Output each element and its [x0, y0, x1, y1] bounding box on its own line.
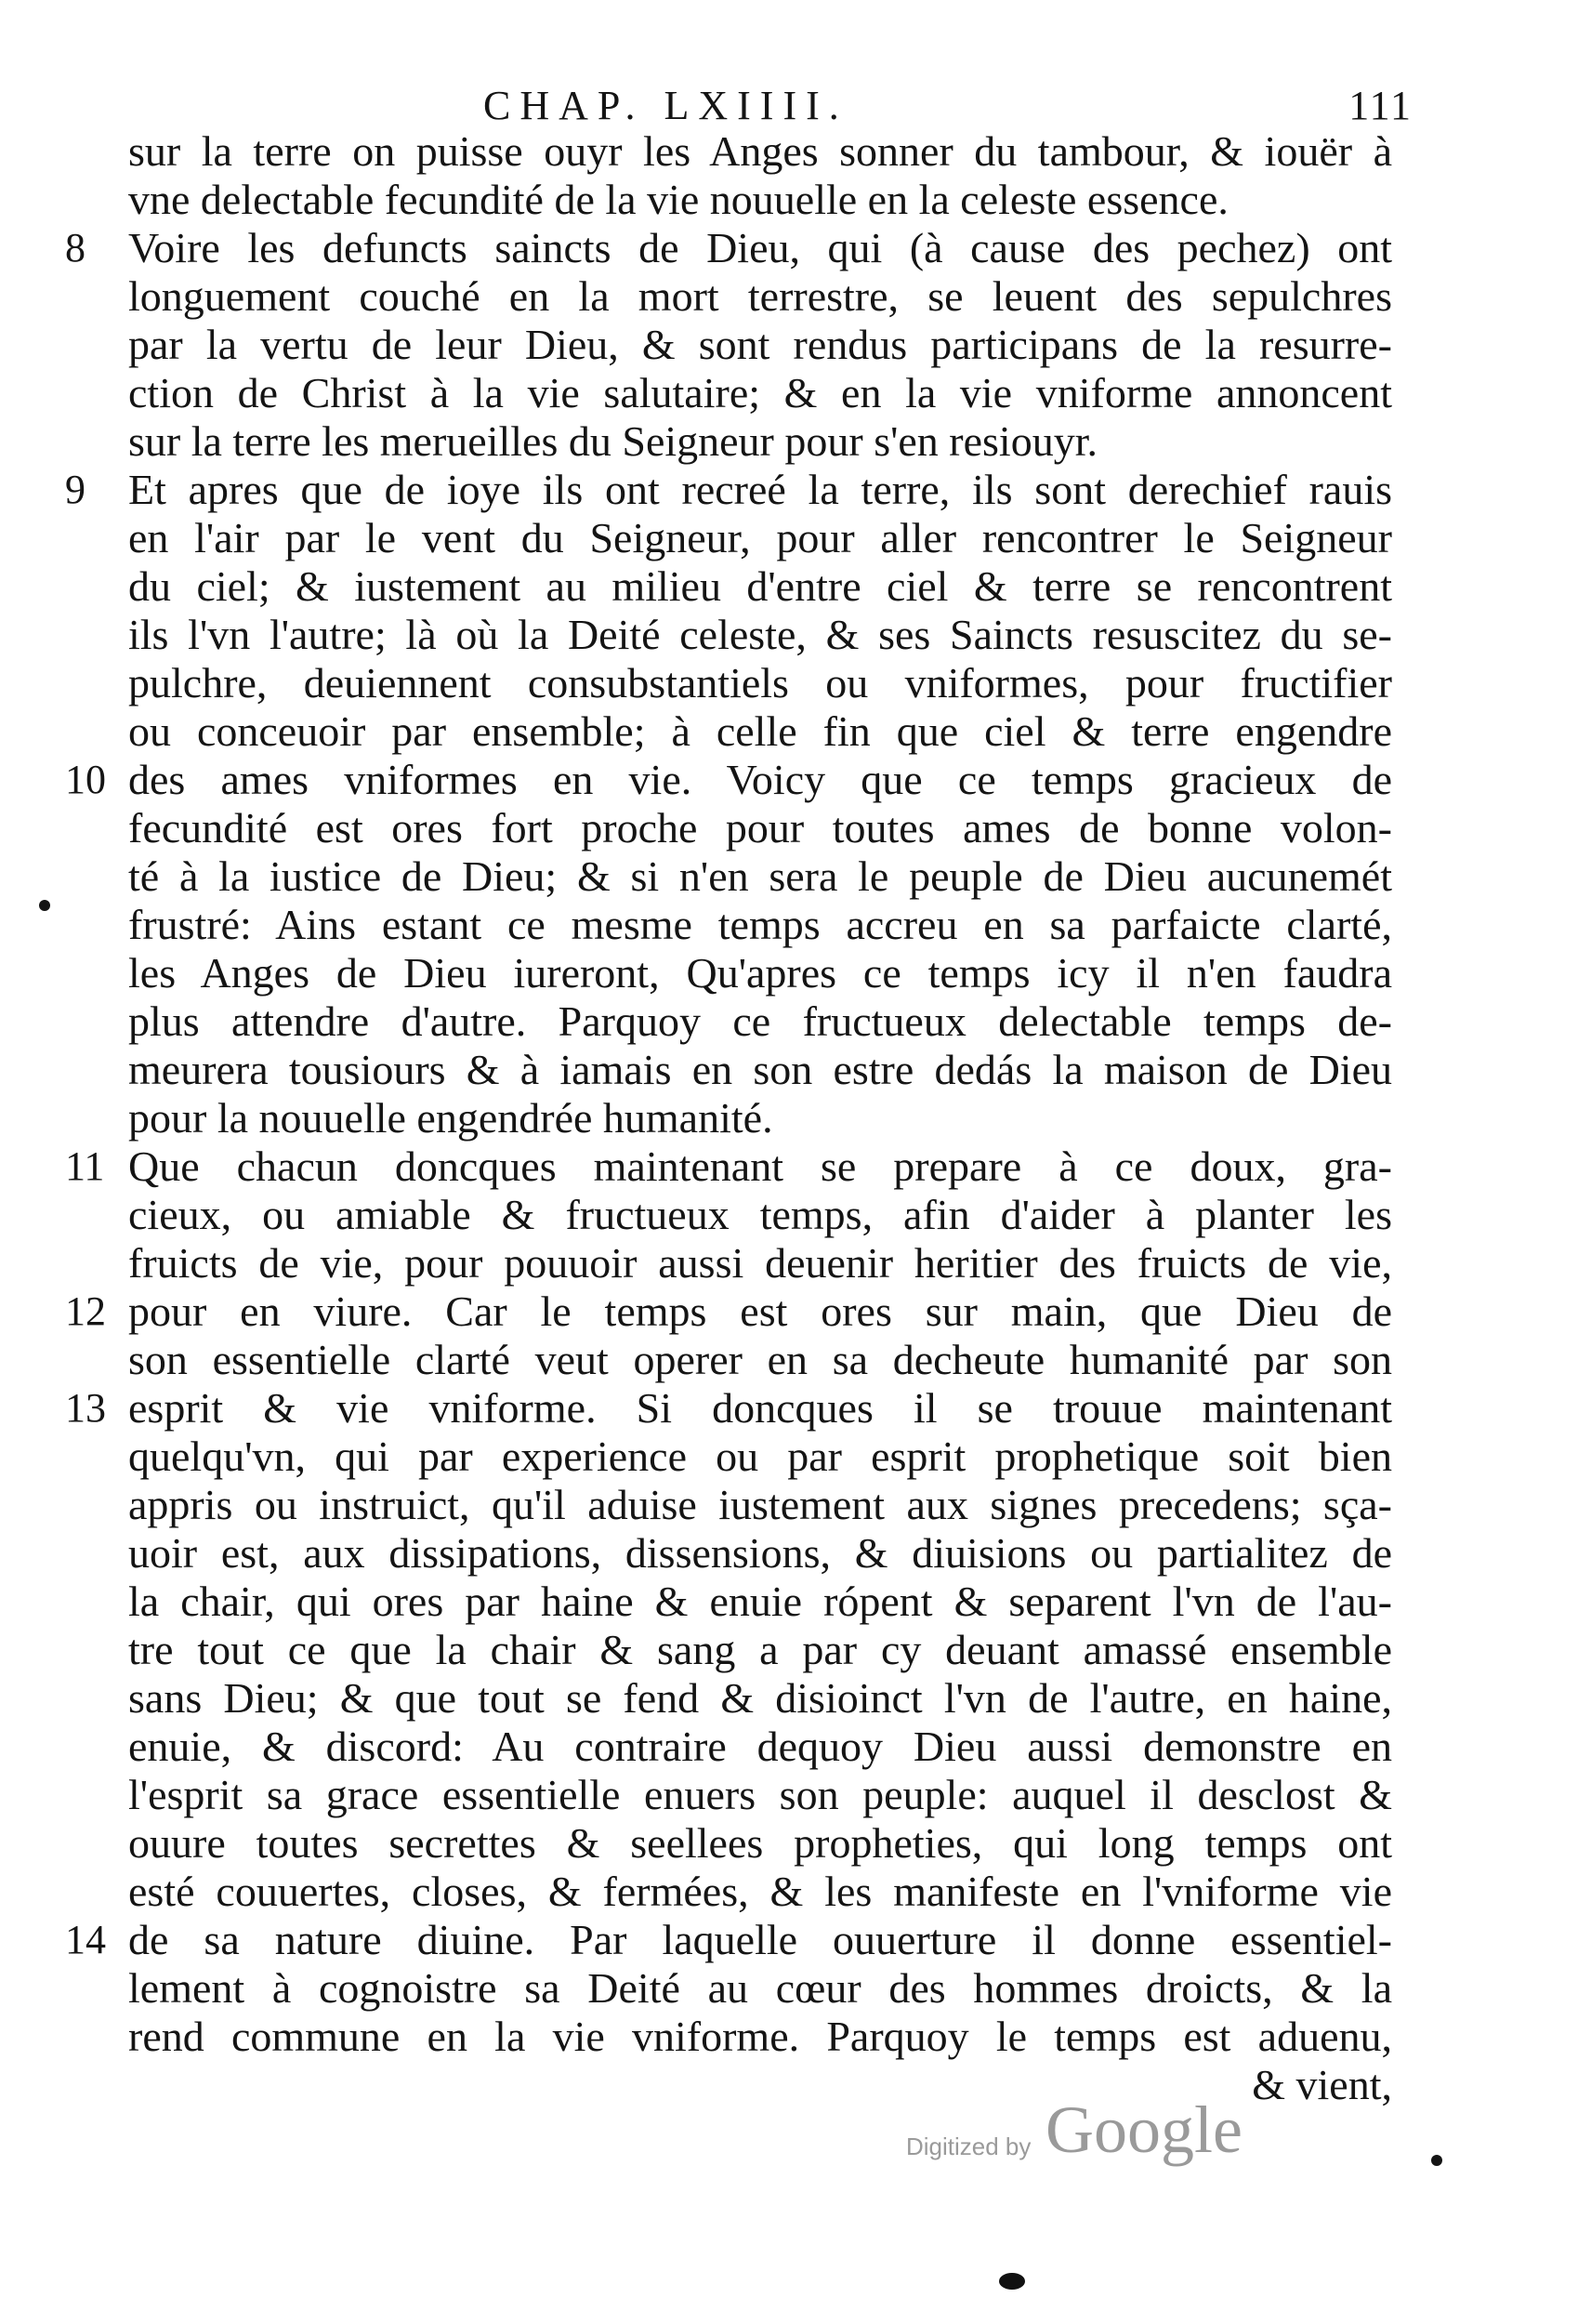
text-line: té à la iustice de Dieu; & si n'en sera le peuple de Dieu aucunemét [128, 852, 1392, 900]
text-line: rend commune en la vie vniforme. Parquoy le temps est aduenu, [128, 2013, 1392, 2060]
google-logo: Google [1045, 2093, 1243, 2167]
text-line: l'esprit sa grace essentielle enuers son peuple: auquel il desclost & [128, 1771, 1392, 1818]
text-line: ils l'vn l'autre; là où la Deité celeste, & ses Saincts resuscitez du se- [128, 611, 1392, 658]
text-line: par la vertu de leur Dieu, & sont rendus participans de la resurre- [128, 321, 1392, 368]
text-line: pulchre, deuiennent consubstantiels ou vniformes, pour fructifier [128, 659, 1392, 706]
digitization-watermark [906, 2092, 1259, 2175]
text-line: cieux, ou amiable & fructueux temps, afin d'aider à planter les [128, 1191, 1392, 1238]
text-line: pour la nouuelle engendrée humanité. [128, 1094, 773, 1142]
watermark-prefix: Digitized by [906, 2133, 1032, 2160]
verse-number: 8 [65, 225, 85, 271]
text-line: des ames vniformes en vie. Voicy que ce temps gracieux de [128, 756, 1392, 803]
text-line: sans Dieu; & que tout se fend & disioinct l'vn de l'autre, en haine, [128, 1674, 1392, 1722]
text-line: vne delectable fecundité de la vie nouuelle en la celeste essence. [128, 176, 1229, 223]
verse-number: 12 [65, 1288, 106, 1334]
text-line: sur la terre on puisse ouyr les Anges sonner du tambour, & iouër à [128, 127, 1392, 175]
text-line: quelqu'vn, qui par experience ou par esprit prophetique soit bien [128, 1433, 1392, 1480]
text-line: frustré: Ains estant ce mesme temps accreu en sa parfaicte clarté, [128, 901, 1392, 948]
text-line: fecundité est ores fort proche pour toutes ames de bonne volon- [128, 804, 1392, 852]
text-line: meurera tousiours & à iamais en son estre dedás la maison de Dieu [128, 1046, 1392, 1093]
folio-number: 111 [1348, 83, 1413, 128]
text-line: ction de Christ à la vie salutaire; & en la vie vniforme annoncent [128, 369, 1392, 416]
text-line: ou conceuoir par ensemble; à celle fin que ciel & terre engendre [128, 707, 1392, 755]
ink-blot [999, 2273, 1025, 2290]
text-line: esté couuertes, closes, & fermées, & les manifeste en l'vniforme vie [128, 1868, 1392, 1915]
text-line: tre tout ce que la chair & sang a par cy deuant amassé ensemble [128, 1626, 1392, 1673]
text-line: sur la terre les merueilles du Seigneur pour s'en resiouyr. [128, 417, 1098, 465]
text-line: longuement couché en la mort terrestre, se leuent des sepulchres [128, 272, 1392, 320]
text-line: plus attendre d'autre. Parquoy ce fructueux delectable temps de- [128, 997, 1392, 1045]
text-line: Que chacun doncques maintenant se prepare à ce doux, gra- [128, 1142, 1392, 1190]
text-line: Et apres que de ioye ils ont recreé la terre, ils sont derechief rauis [128, 466, 1392, 513]
verse-number: 14 [65, 1917, 106, 1962]
text-line: du ciel; & iustement au milieu d'entre ciel & terre se rencontrent [128, 562, 1392, 610]
verse-number: 13 [65, 1385, 106, 1431]
text-line: Voire les defuncts saincts de Dieu, qui (à cause des pechez) ont [128, 224, 1392, 271]
text-line: enuie, & discord: Au contraire dequoy Dieu aussi demonstre en [128, 1723, 1392, 1770]
ink-dot [1431, 2155, 1442, 2166]
text-line: lement à cognoistre sa Deité au cœur des hommes droicts, & la [128, 1964, 1392, 2012]
text-line: appris ou instruict, qu'il aduise iustement aux signes precedens; sça- [128, 1481, 1392, 1528]
text-line: fruicts de vie, pour pouuoir aussi deuenir heritier des fruicts de vie, [128, 1239, 1392, 1287]
text-line: de sa nature diuine. Par laquelle ouuerture il donne essentiel- [128, 1916, 1392, 1963]
text-line: ouure toutes secrettes & seellees propheties, qui long temps ont [128, 1819, 1392, 1867]
text-line: son essentielle clarté veut operer en sa decheute humanité par son [128, 1336, 1392, 1383]
verse-number: 11 [65, 1143, 105, 1189]
verse-number: 10 [65, 757, 106, 802]
chapter-heading: CHAP. LXIIII. [483, 83, 848, 128]
verse-number: 9 [65, 467, 85, 512]
text-line: & vient, [1252, 2061, 1392, 2108]
text-line: la chair, qui ores par haine & enuie rópent & separent l'vn de l'au- [128, 1578, 1392, 1625]
text-line: en l'air par le vent du Seigneur, pour aller rencontrer le Seigneur [128, 514, 1392, 561]
text-line: uoir est, aux dissipations, dissensions, & diuisions ou partialitez de [128, 1529, 1392, 1577]
text-line: esprit & vie vniforme. Si doncques il se trouue maintenant [128, 1384, 1392, 1432]
ink-dot [39, 900, 50, 911]
text-line: les Anges de Dieu iureront, Qu'apres ce temps icy il n'en faudra [128, 949, 1392, 997]
text-line: pour en viure. Car le temps est ores sur main, que Dieu de [128, 1287, 1392, 1335]
